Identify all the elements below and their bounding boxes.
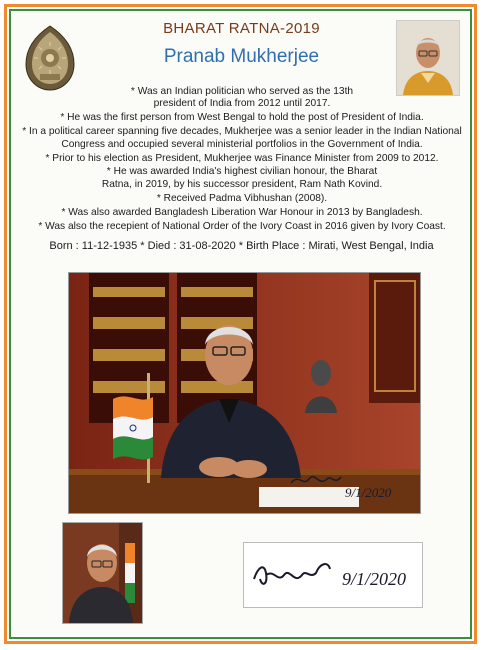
small-photo <box>62 522 143 624</box>
bio-item: * Was also the recepient of National Order of the Ivory Coast in 2016 given by Ivory Coast. <box>38 220 446 232</box>
bio-item: * In a political career spanning five decades, Mukherjee was a senior leader in the Indian National Congress and occupied several ministerial portfolios in the Government of India. <box>22 126 462 150</box>
person-name: Pranab Mukherjee <box>163 46 320 67</box>
vital-dates: Born : 11-12-1935 * Died : 31-08-2020 * Birth Place : Mirati, West Bengal, India <box>49 240 434 252</box>
signature-box <box>243 542 423 608</box>
portrait-photo <box>396 20 460 96</box>
bio-item: * He was awarded India's highest civilian honour, the Bharat Ratna, in 2019, by his successor president, Ram Nath Kovind. <box>101 166 383 190</box>
bio-item: * He was the first person from West Bengal to hold the post of President of India. <box>60 112 424 124</box>
bio-item: * Was an Indian politician who served as the 13th president of India from 2012 until 2017. <box>130 86 354 110</box>
handwritten-signature <box>254 564 330 584</box>
photo-signature-date: 9/1/2020 <box>345 485 392 500</box>
bio-item: * Received Padma Vibhushan (2008). <box>156 192 328 204</box>
award-title: BHARAT RATNA-2019 <box>163 20 320 37</box>
bio-item: * Was also awarded Bangladesh Liberation War Honour in 2013 by Bangladesh. <box>61 206 423 218</box>
bio-item: * Prior to his election as President, Mukherjee was Finance Minister from 2009 to 2012. <box>45 152 439 164</box>
signature-date: 9/1/2020 <box>342 569 407 589</box>
main-photo <box>68 272 421 514</box>
biography-list <box>22 86 462 234</box>
